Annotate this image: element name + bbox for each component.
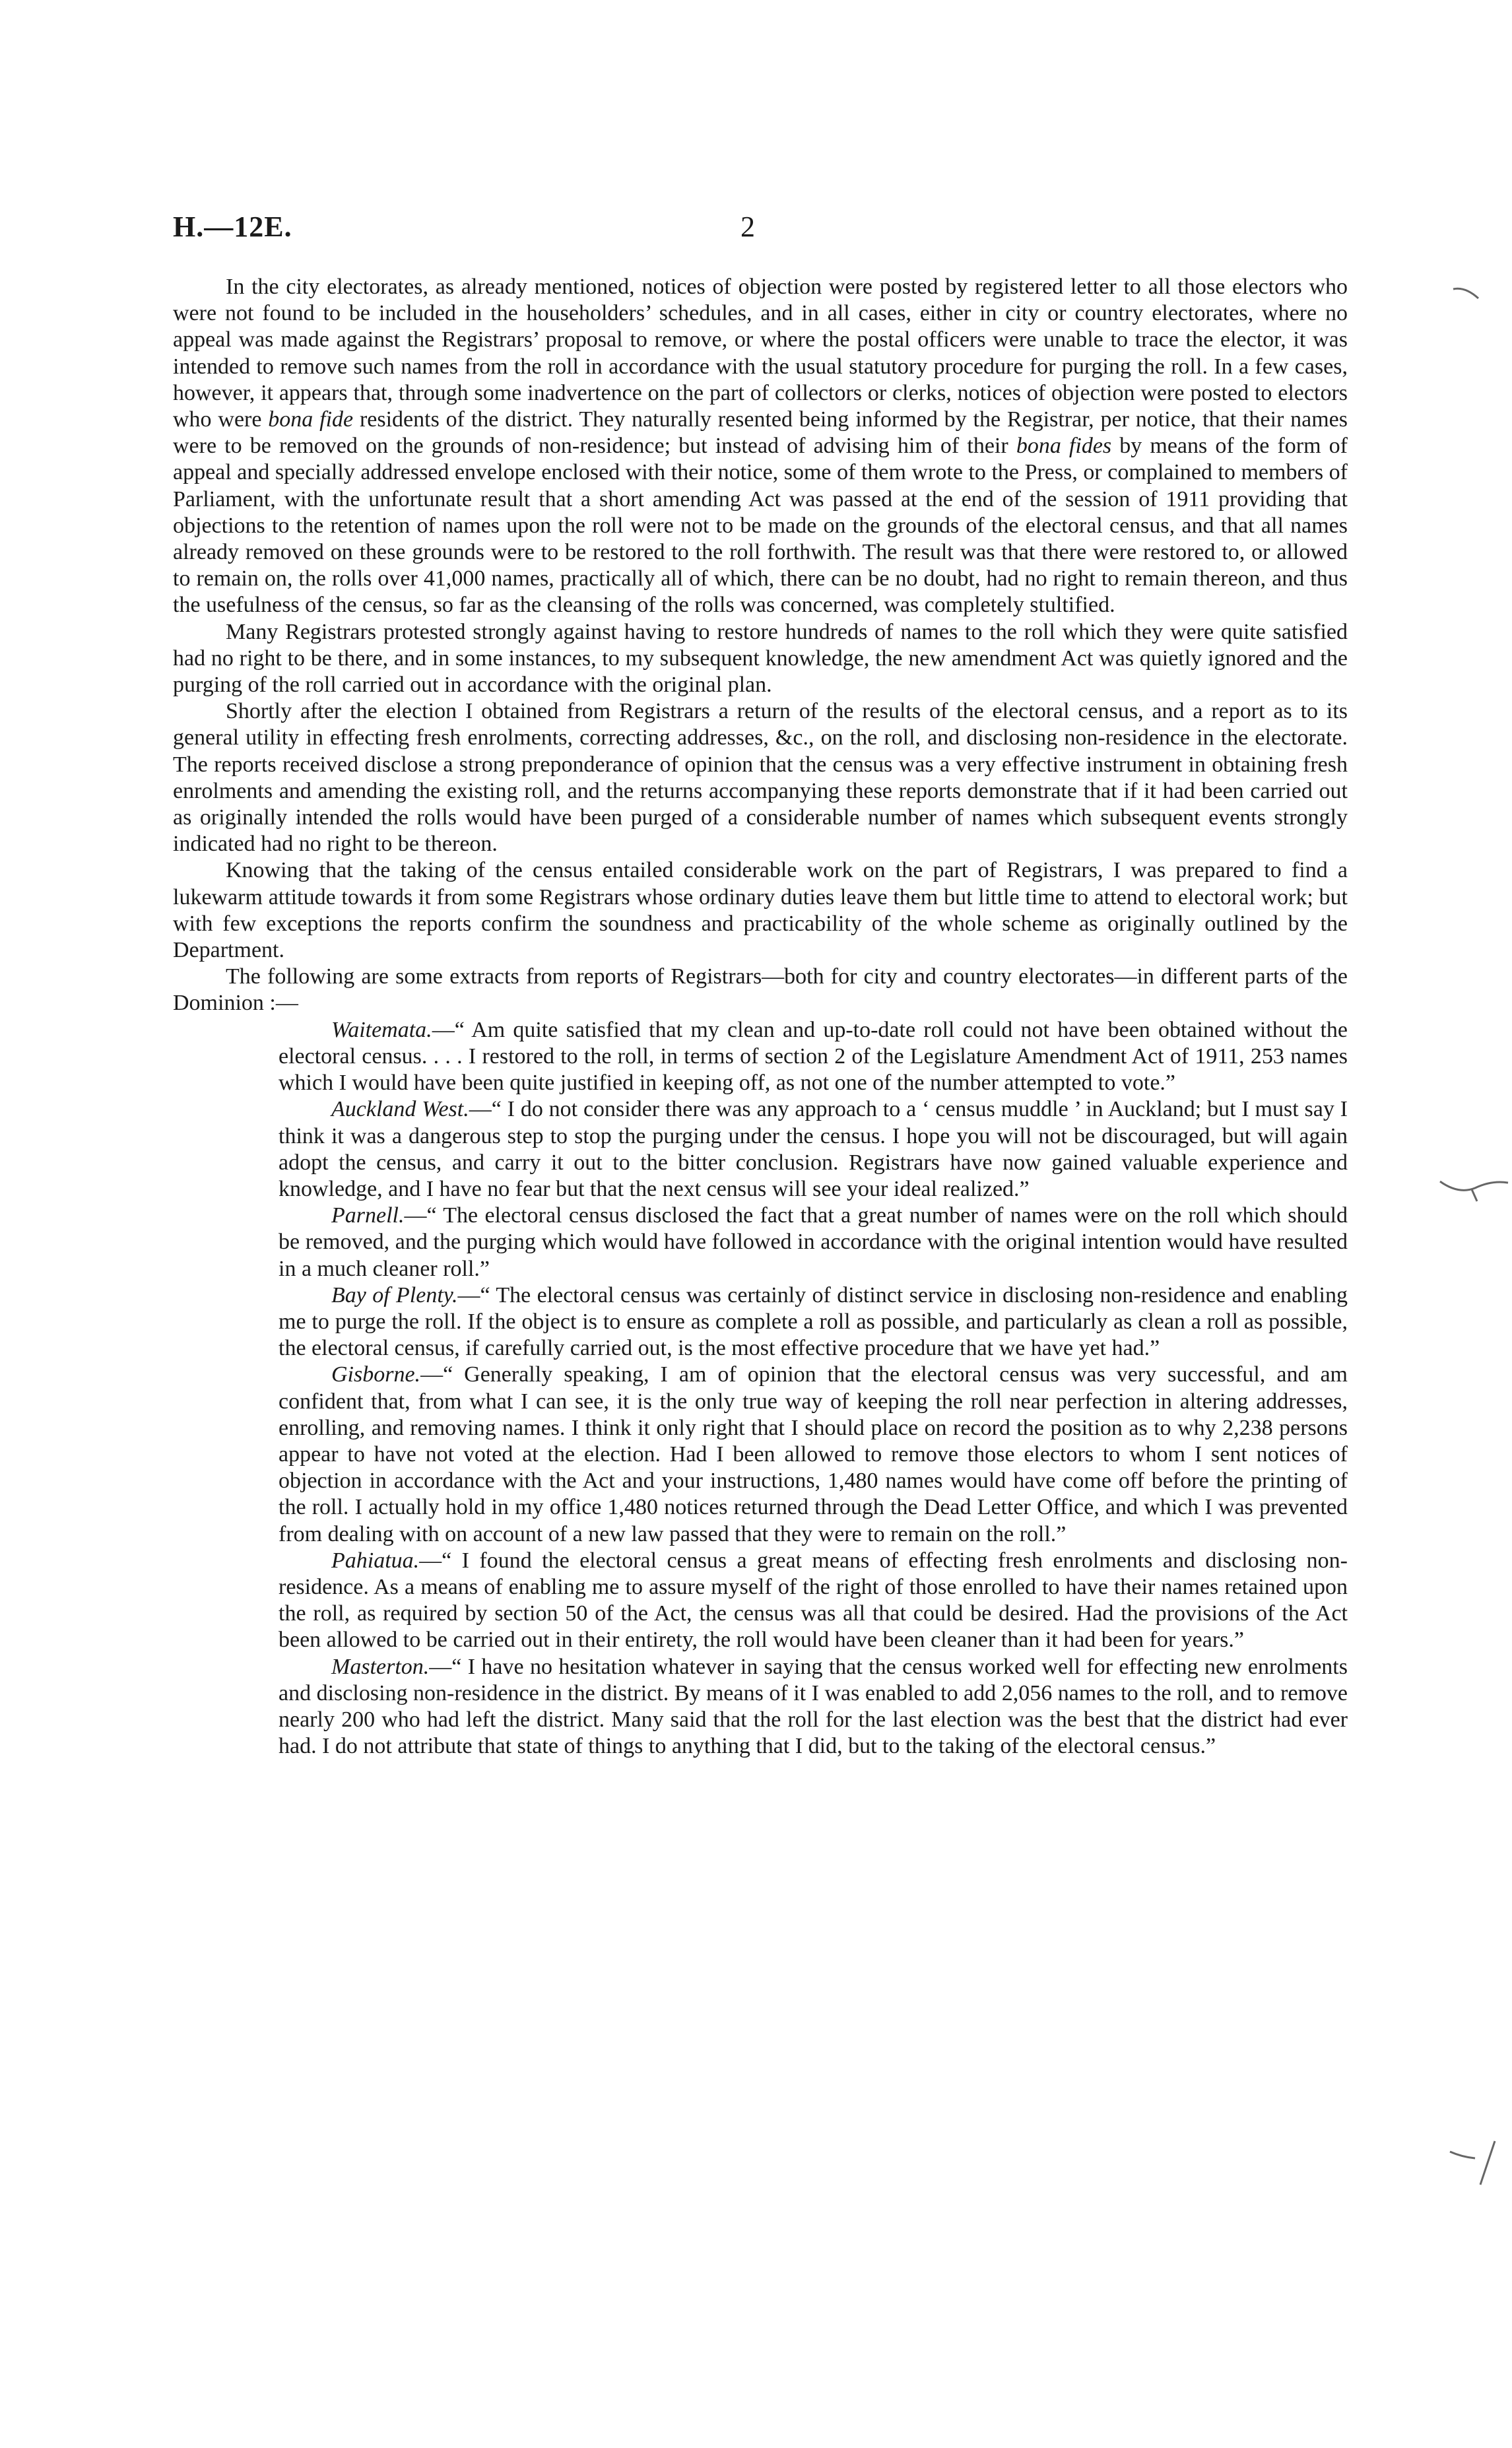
extract-place: Parnell. — [331, 1203, 405, 1228]
extract-bay-of-plenty — [173, 1282, 1348, 1362]
extract-place: Bay of Plenty. — [331, 1282, 458, 1307]
extract-text: —“ The electoral census disclosed the fact that a great number of names were on the roll which should be removed, and the purging which would have followed in accordance with the original intention would have resulted in a much cleaner roll.” — [279, 1203, 1348, 1281]
page-header — [173, 210, 1348, 249]
extract-gisborne — [173, 1362, 1348, 1547]
extract-pahiatua — [173, 1548, 1348, 1654]
margin-pen-mark-icon — [1439, 1175, 1511, 1214]
extract-text: —“ The electoral census was certainly of distinct service in disclosing non-residence and enabling me to purge the roll. If the object is to ensure as complete a roll as possible, and particularly as clean a roll as possible, the electoral census, if carefully carried out, is the most effective procedure that we have yet had.” — [279, 1282, 1348, 1361]
extract-auckland-west — [173, 1096, 1348, 1203]
extract-text: —“ I do not consider there was any approach to a ‘ census muddle ’ in Auckland; but I must say I think it was a dangerous step to stop the purging under the census. I hope you will not be discouraged, but will again adopt the census, and carry it out to the bitter conclusion. Registrars have now gained valuable experience and knowledge, and I have no fear but that the next census will see your ideal realized.” — [279, 1097, 1348, 1201]
extract-place: Masterton. — [331, 1654, 430, 1679]
paragraph: Knowing that the taking of the census entailed considerable work on the part of Registrars, I was prepared to find a lukewarm attitude towards it from some Registrars whose ordinary duties leave them but little time to attend to electoral work; but with few exceptions the reports confirm the soundness and practicability of the whole scheme as originally outlined by the Department. — [173, 858, 1348, 963]
paragraph: In the city electorates, as already mentioned, notices of objection were posted by registered letter to all those electors who were not found to be included in the householders’ schedules, and in all cases, either in city or country electorates, where no appeal was made against the Registrars’ proposal to remove, or where the postal officers were unable to trace the elector, it was intended to remove such names from the roll in accordance with the usual statutory procedure for purging the roll. In a few cases, however, it appears that, through some inadvertence on the part of collectors or clerks, notices of objection were posted to electors who were bona fide residents of the district. They naturally resented being informed by the Registrar, per notice, that their names were to be removed on the grounds of non-residence; but instead of advising him of their bona fides by means of the form of appeal and specially addressed envelope enclosed with their notice, some of them wrote to the Press, or complained to members of Parliament, with the unfortunate result that a short amending Act was passed at the end of the session of 1911 providing that objections to the retention of names upon the roll were not to be made on the grounds of the electoral census, and that all names already removed on these grounds were to be restored to the roll forthwith. The result was that there were restored to, or allowed to remain on, the rolls over 41,000 names, practically all of which, there can be no doubt, had no right to remain thereon, and thus the usefulness of the census, so far as the cleansing of the rolls was concerned, was completely stultified. — [173, 275, 1348, 618]
extract-masterton — [173, 1654, 1348, 1760]
paragraph: The following are some extracts from reports of Registrars—both for city and country electorates—in different parts of the Dominion :— — [173, 964, 1348, 1016]
extract-place: Gisborne. — [331, 1362, 421, 1387]
margin-pen-mark-icon — [1449, 2138, 1501, 2191]
extract-text: —“ I found the electoral census a great means of effecting fresh enrolments and disclosing non-residence. As a means of enabling me to assure myself of the right of those enrolled to have their names retained upon the roll, as required by section 50 of the Act, the census was all that could be desired. Had the provisions of the Act been allowed to be carried out in their entirety, the roll would have been cleaner than it had been for years.” — [279, 1548, 1348, 1653]
extract-place: Waitemata. — [331, 1017, 432, 1042]
margin-pen-mark-icon — [1452, 284, 1485, 304]
paragraph: Shortly after the election I obtained from Registrars a return of the results of the electoral census, and a report as to its general utility in effecting fresh enrolments, correcting addresses, &c., on the roll, and disclosing non-residence in the electorate. The reports received disclose a strong preponderance of opinion that the census was a very effective instrument in obtaining fresh enrolments and amending the existing roll, and the returns accompanying these reports demonstrate that if it had been carried out as originally intended the rolls would have been purged of a considerable number of names which subsequent events strongly indicated had no right to be thereon. — [173, 699, 1348, 857]
document-reference: H.—12E. — [173, 211, 292, 243]
page-number: 2 — [740, 211, 755, 243]
extract-place: Pahiatua. — [331, 1548, 420, 1573]
paragraph: Many Registrars protested strongly against having to restore hundreds of names to the roll which they were quite satisfied had no right to be there, and in some instances, to my subsequent knowledge, the new amendment Act was quietly ignored and the purging of the roll carried out in accordance with the original plan. — [173, 619, 1348, 698]
extract-waitemata — [173, 1017, 1348, 1097]
body-text — [173, 274, 1348, 1760]
extract-text: —“ Am quite satisfied that my clean and up-to-date roll could not have been obtained without the electoral census. . . . I restored to the roll, in terms of section 2 of the Legislature Amendment Act of 1911, 253 names which I would have been quite justified in keeping off, as not one of the number attempted to vote.” — [279, 1017, 1348, 1096]
extract-place: Auckland West. — [331, 1097, 469, 1122]
extract-parnell — [173, 1203, 1348, 1282]
extract-text: —“ I have no hesitation whatever in saying that the census worked well for effecting new enrolments and disclosing non-residence in the district. By means of it I was enabled to add 2,056 names to the roll, and to remove nearly 200 who had left the district. Many said that the roll for the last election was the best that the district had ever had. I do not attribute that state of things to anything that I did, but to the taking of the electoral census.” — [279, 1654, 1348, 1759]
extract-text: —“ Generally speaking, I am of opinion that the electoral census was very successful, and am confident that, from what I can see, it is the only true way of keeping the roll near perfection in altering addresses, enrolling, and removing names. I think it only right that I should place on record the position as to why 2,238 persons appear to have not voted at the election. Had I been allowed to remove those electors to whom I sent notices of objection in accordance with the Act and your instructions, 1,480 names would have come off before the printing of the roll. I actually hold in my office 1,480 notices returned through the Dead Letter Office, and which I was prevented from dealing with on account of a new law passed that they were to remain on the roll.” — [279, 1362, 1348, 1546]
